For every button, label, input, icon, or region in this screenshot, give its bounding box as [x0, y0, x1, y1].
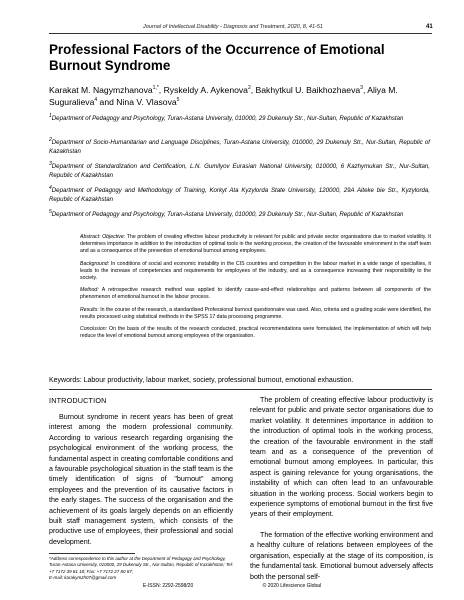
author-sup: 2: [247, 85, 251, 92]
author-sup: 1,*: [152, 85, 159, 92]
author-name: Ryskeldy A. Aykenova: [163, 85, 248, 95]
abstract-label: Background:: [80, 260, 110, 267]
abstract-text: In the course of the research, a standardised Professional burnout questionnaire was used. Also, criteria and a grading scale were identified, the results processed using statistical methods in the SPSS 17 data processing programme.: [80, 306, 431, 320]
abstract-text: The problem of creating effective labour productivity is relevant for public and private sector organisations due to market volatility. It determines importance in addition to the introduction of optimal tools in the working process, the creation of the favourable environment in the staff team and as a consequence of the prevention of emotional burnout among employees.: [80, 234, 431, 255]
author-name: Karakat M. Nagymzhanova: [49, 85, 153, 95]
abstract-background: [80, 261, 431, 283]
keywords-text: Labour productivity, labour market, society, professional burnout, emotional exhaustion.: [81, 377, 354, 384]
body-paragraph: Burnout syndrome in recent years has been of great interest among the modern professional community. According to various research regarding organising the psychological environment of the working process, the fundamental aspect in creating comfortable conditions and a favourable psychological situation in the staff team is the timely identification of signs of "burnout" among employees and the prevention of its causative factors in the early stages. The success of the organisation and the achievement of its goals largely depends on an efficiently built staff management system, which consists of the productive use of employees, their professional and social development.: [49, 413, 233, 546]
affiliation-sup: 3: [49, 160, 52, 167]
author-list: [49, 84, 433, 108]
author-sep: ,: [250, 85, 256, 95]
abstract-label: Abstract: Objective:: [80, 234, 126, 240]
abstract: [80, 234, 431, 345]
keywords-rule: [49, 389, 432, 390]
body-paragraph: The problem of creating effective labour productivity is relevant for public and private sector organisations due to market volatility. It determines importance in addition to the introduction of optimal tools in the working process, the creation of the favourable environment in the staff team and as a consequence of the prevention of emotional burnout among employees. In particular, this aspect is gaining relevance for young organisations, the instability of which can often lead to an unfavourable situation in the working process. Social workers begin to experience symptoms of emotional burnout in the first five years of their employment.: [250, 396, 433, 519]
author-sep: ,: [158, 85, 164, 95]
header-rule: [49, 33, 432, 34]
affiliation-sup: 2: [49, 136, 52, 143]
affiliation: [49, 186, 430, 204]
page-number: 41: [426, 24, 433, 30]
affiliation-sup: 4: [49, 184, 52, 191]
author-name: Aliya M. Suguralieva: [49, 85, 398, 107]
left-column: [49, 395, 233, 555]
author-name: Bakhytkul U. Baikhozhaeva: [255, 85, 361, 95]
page-footer: [0, 583, 464, 589]
section-heading: INTRODUCTION: [49, 396, 107, 405]
keywords-label: Keywords:: [49, 377, 82, 384]
abstract-label: Method:: [80, 287, 99, 294]
affiliation: [49, 138, 430, 156]
abstract-label: Conclusion:: [80, 326, 108, 333]
running-head: Journal of Intellectual Disability - Diagnosis and Treatment, 2020, 8, 41-51: [143, 24, 323, 30]
abstract-text: On the basis of the results of the research conducted, practical recommendations were formulated, the implementation of which will help reduce the level of emotional burnout among employees of the organisation.: [80, 326, 431, 340]
abstract-text: A retrospective research method was applied to identify cause-and-effect relationships and patterns between all components of the phenomenon of emotional burnout in the labour process.: [80, 287, 431, 301]
abstract-objective: [80, 234, 431, 256]
issn: E-ISSN: 2292-2598/20: [142, 583, 194, 589]
affiliation-sup: 5: [49, 208, 52, 215]
footnote-rule: [49, 553, 135, 554]
right-column: [250, 395, 433, 592]
author-sep: and: [97, 97, 117, 107]
affiliation-sup: 1: [49, 112, 52, 119]
author-sup: 5: [176, 97, 180, 104]
affiliation-text: Department of Pedagogy and Psychology, Turan-Astana University, 010000, 29 Dukenuly Str., Nur-Sultan, Republic of Kazakhstan: [51, 211, 404, 218]
keywords: [49, 377, 433, 384]
abstract-method: [80, 287, 431, 301]
affiliation: [49, 114, 430, 123]
affiliation: [49, 210, 430, 219]
affiliation-text: Department of Socio-Humanitarian and Language Disciplines, Turan-Astana University, 010000, 29 Dukenuly Str., Nur-Sultan, Republic of Kazakhstan: [49, 139, 430, 155]
abstract-results: [80, 307, 431, 321]
affiliation-text: Department of Pedagogy and Psychology, Turan-Astana University, 010000, 29 Dukenuly Str., Nur-Sultan, Republic of Kazakhstan: [51, 115, 404, 122]
copyright: © 2020 Lifescience Global: [262, 583, 322, 589]
article-title: Professional Factors of the Occurrence of Emotional Burnout Syndrome: [49, 42, 385, 73]
body-paragraph: The formation of the effective working environment and a healthy culture of relations between employees of the organisation, especially at the stage of its composition, is the fundamental task. Emotional burnout adversely affects both the personal self-: [250, 530, 433, 581]
affiliation-text: Department of Pedagogy and Methodology of Training, Korkyt Ata Kyzylorda State University, 120000, 29A Aiteke bie Str., Kyzylorda, Republic of Kazakhstan: [49, 187, 430, 203]
author-sep: ,: [362, 85, 368, 95]
abstract-label: Results:: [80, 306, 99, 313]
affiliation: [49, 162, 430, 180]
abstract-text: In conditions of social and economic instability in the CIS countries and competition in the labour market in a wide range of specialties, it leads to the increase of competencies and requirements for employees of the industry, and as a consequence increasing their responsibility to the society.: [80, 260, 431, 282]
author-name: Nina V. Vlasova: [116, 97, 177, 107]
author-sup: 4: [94, 97, 98, 104]
affiliation-text: Department of Standardization and Certification, L.N. Gumilyov Eurasian National University, 010000, 6 Kazhymukan Str., Nur-Sultan, Republic of Kazakhstan: [49, 163, 430, 179]
footnote-text: *Address correspondence to this author at the Department of Pedagogy and Psychology, Turan-Astana University, 010000, 29 Dukenuly Str., Nur-Sultan, Republic of Kazakhstan; Tel: +7 7172 39 81 18; Fax: +7 7172 27 80 87;: [49, 556, 234, 574]
author-sup: 3: [360, 85, 363, 92]
footnote-email: E-mail: karakymzh07@gmail.com: [49, 575, 117, 581]
abstract-conclusion: [80, 326, 431, 340]
correspondence-footnote: [49, 556, 235, 582]
